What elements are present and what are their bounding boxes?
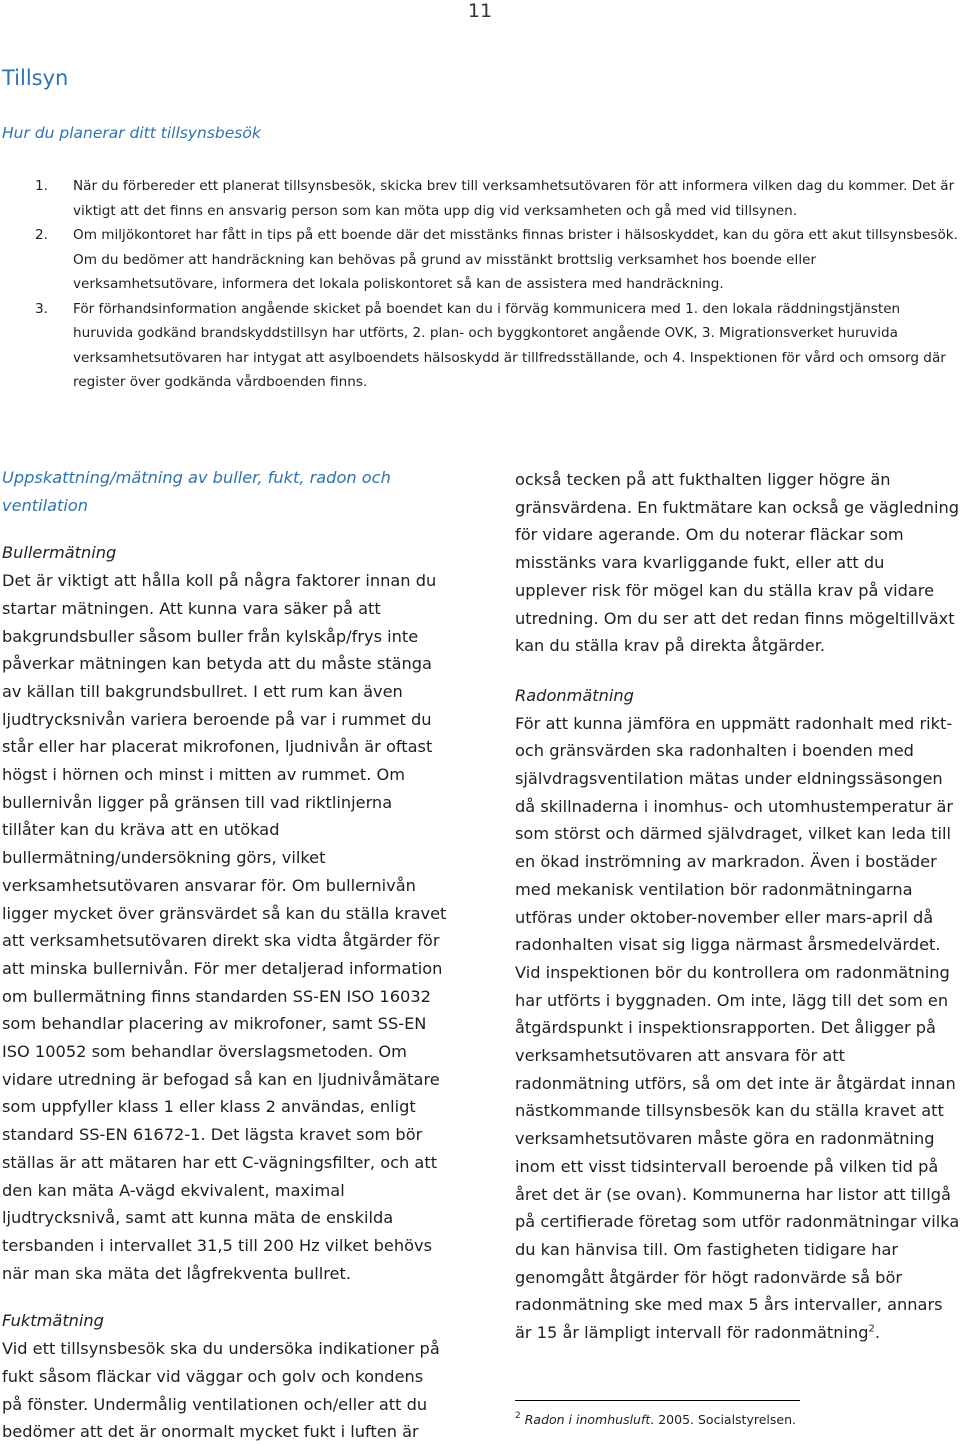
list-item-number: 3. xyxy=(35,300,48,317)
moisture-heading: Fuktmätning xyxy=(2,1311,104,1331)
list-item-number: 1. xyxy=(35,178,48,194)
list-item-text: Om miljökontoret har fått in tips på ett boende där det misstänks finnas brister i hälsoskyddet, kan du göra ett akut tillsynsbesök. Om du bedömer att handräckning kan behövas på grund av misstänkt brottslig verksamhet hos boende eller verksamhetsutövare, informera det lokala poliskontoret så kan de assistera med handräckning. xyxy=(73,227,958,292)
list-item-text: För förhandsinformation angående skicket på boendet kan du i förväg kommunicera med 1. den lokala räddningstjänsten huruvida godkänd brandskyddstillsyn har utförts, 2. plan- och byggkontoret angående OVK, 3. Migrationsverket huruvida verksamhetsutövaren har intygat att asylboendets hälsoskydd är tillfredsställande, och 4. Inspektionen för vård och omsorg där register över godkända vårdboenden finns. xyxy=(73,300,946,390)
radon-paragraph xyxy=(515,710,960,1347)
footnote xyxy=(515,1412,955,1428)
list-item xyxy=(35,297,960,395)
radon-text-end: . xyxy=(874,1323,881,1343)
footnote-marker: 2 xyxy=(515,1411,521,1421)
footnote-source-rest: . 2005. Socialstyrelsen. xyxy=(650,1412,796,1427)
paragraph-spacer xyxy=(515,660,960,682)
paragraph-spacer xyxy=(2,1287,447,1307)
list-item xyxy=(35,174,960,223)
moisture-paragraph: Vid ett tillsynsbesök ska du undersöka indikationer på fukt såsom fläckar vid väggar och golv och kondens på fönster. Undermålig ventilationen och/eller att du bedömer att det är onormalt mycket fukt i luften är xyxy=(2,1339,440,1442)
right-column xyxy=(515,466,960,1347)
subsection-title: Hur du planerar ditt tillsynsbesök xyxy=(2,124,261,142)
planning-steps-list xyxy=(35,174,960,395)
footnote-source-title: Radon i inomhusluft xyxy=(524,1412,651,1427)
radon-text: För att kunna jämföra en uppmätt radonhalt med rikt- och gränsvärden ska radonhalten i boenden med självdragsventilation mätas under eldningssäsongen då skillnaderna i inomhus- och utomhustemperatur är som störst och därmed självdraget, vilket kan leda till en ökad inströmning av markradon. Även i bostäder med mekanisk ventilation bör radonmätningarna utföras under oktober-november eller mars-april då radonhalten visat sig ligga närmast årsmedelvärdet. Vid inspektionen bör du kontrollera om radonmätning har utförts i byggnaden. Om inte, lägg till det som en åtgärdspunkt i inspektionsrapporten. Det åligger på verksamhetsutövaren att ansvara för att radonmätning utförs, så om det inte är åtgärdat innan nästkommande tillsynsbesök kan du ställa kravet att verksamhetsutövaren måste göra en radonmätning inom ett visst tidsintervall beroende på vilken tid på året det är (se ovan). Kommunerna har listor att tillgå på certifierade företag som utför radonmätningar vilka du kan hänvisa till. Om fastigheten tidigare har genomgått åtgärder för högt radonvärde så bör radonmätning ske med max 5 års intervaller, annars är 15 år lämpligt intervall för radonmätning xyxy=(515,713,960,1343)
list-item xyxy=(35,223,960,297)
noise-heading: Bullermätning xyxy=(2,543,117,563)
noise-paragraph: Det är viktigt att hålla koll på några faktorer innan du startar mätningen. Att kunna vara säker på att bakgrundsbuller såsom buller från kylskåp/frys inte påverkar mätningen kan betyda att du måste stänga av källan till bakgrundsbullret. I ett rum kan även ljudtrycksnivån variera beroende på var i rummet du står eller har placerat mikrofonen, ljudnivån är oftast högst i hörnen och minst i mitten av rummet. Om bullernivån ligger på gränsen till vad riktlinjerna tillåter kan du kräva att en utökad bullermätning/undersökning görs, vilket verksamhetsutövaren ansvarar för. Om bullernivån ligger mycket över gränsvärdet så kan du ställa kravet att verksamhetsutövaren direkt ska vidta åtgärder för att minska bullernivån. För mer detaljerad information om bullermätning finns standarden SS-EN ISO 16032 som behandlar placering av mikrofoner, samt SS-EN ISO 10052 som behandlar överslagsmetoden. Om vidare utredning är befogad så kan en ljudnivåmätare som uppfyller klass 1 eller klass 2 användas, enligt standard SS-EN 61672-1. Det lägsta kravet som bör ställas är att mätaren har ett C-vägningsfilter, och att den kan mäta A-vägd ekvivalent, maximal ljudtrycksnivå, samt att kunna mäta de enskilda tersbanden i intervallet 31,5 till 200 Hz vilket behövs när man ska mäta det lågfrekventa bullret. xyxy=(2,571,447,1283)
page-number: 11 xyxy=(467,0,493,22)
list-item-number: 2. xyxy=(35,227,48,243)
list-item-text: När du förbereder ett planerat tillsynsbesök, skicka brev till verksamhetsutövaren för att informera vilken dag du kommer. Det är viktigt att det finns en ansvarig person som kan möta upp dig vid verksamheten och gå med vid tillsynen. xyxy=(73,178,955,219)
section-title: Tillsyn xyxy=(2,66,69,90)
radon-heading: Radonmätning xyxy=(515,685,634,705)
footnote-divider xyxy=(515,1400,800,1401)
left-column xyxy=(2,464,447,1446)
footnote-reference[interactable]: 2 xyxy=(868,1323,875,1335)
measurement-section-title: Uppskattning/mätning av buller, fukt, radon och ventilation xyxy=(2,468,391,515)
moisture-paragraph-continued: också tecken på att fukthalten ligger högre än gränsvärdena. En fuktmätare kan också ge vägledning för vidare agerande. Om du noterar fläckar som misstänks vara kvarliggande fukt, eller att du upplever risk för mögel kan du ställa krav på vidare utredning. Om du ser att det redan finns mögeltillväxt kan du ställa krav på direkta åtgärder. xyxy=(515,470,960,656)
